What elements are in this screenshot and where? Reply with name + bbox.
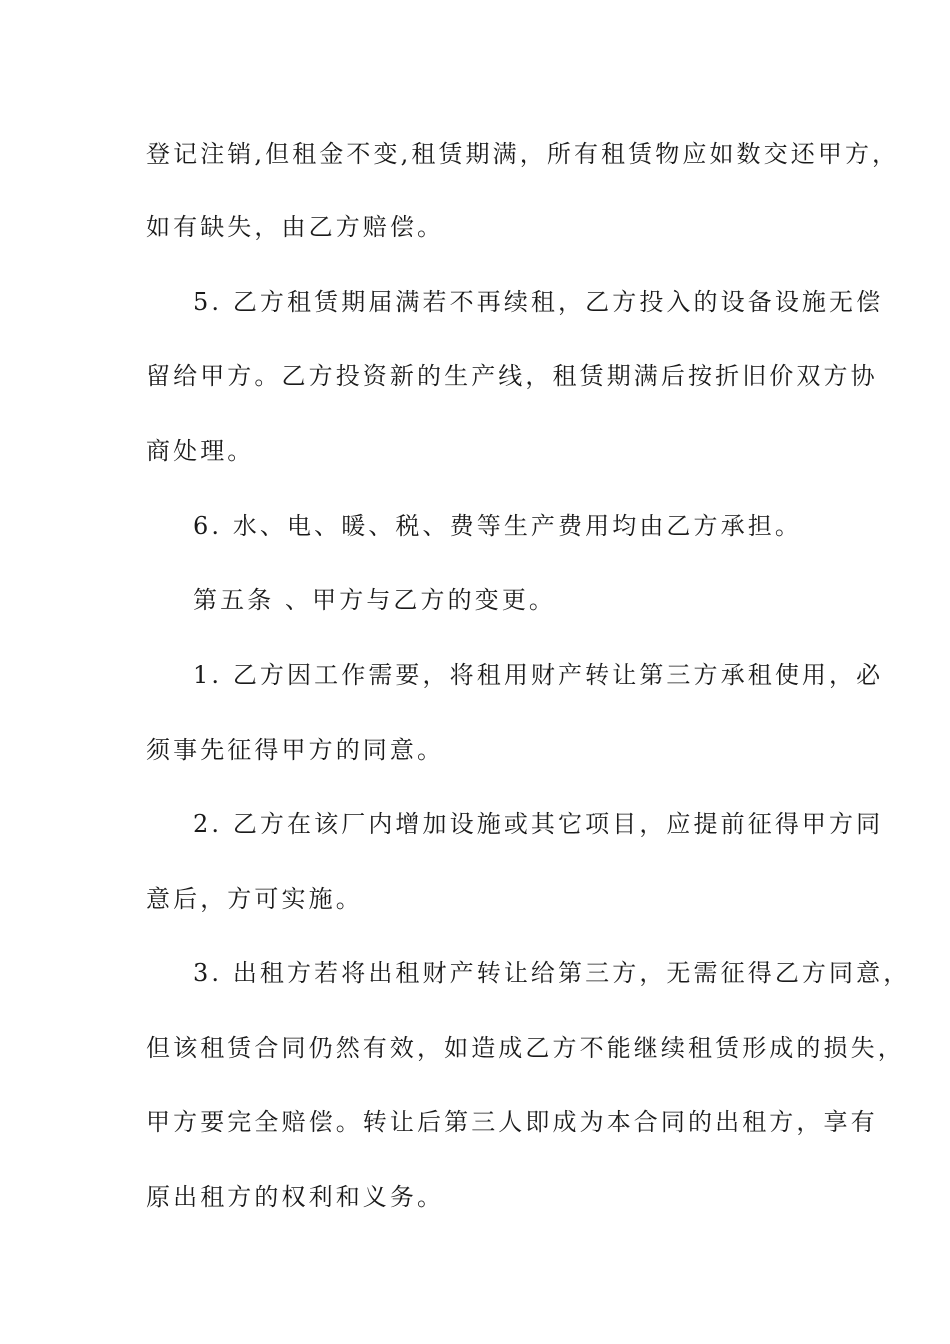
- text-line: 甲方要完全赔偿。转让后第三人即成为本合同的出租方，享有: [146, 1108, 878, 1136]
- paragraph-5-start: 5. 乙方租赁期届满若不再续租，乙方投入的设备设施无偿: [193, 288, 884, 316]
- paragraph-3-start: 3. 出租方若将出租财产转让给第三方，无需征得乙方同意，: [193, 959, 911, 987]
- text-line: 但该租赁合同仍然有效，如造成乙方不能继续租赁形成的损失，: [146, 1034, 905, 1062]
- text-line: 须事先征得甲方的同意。: [146, 736, 445, 764]
- text-line: 意后，方可实施。: [146, 885, 363, 913]
- text-line: 如有缺失，由乙方赔偿。: [146, 213, 445, 241]
- text-line: 留给甲方。乙方投资新的生产线，租赁期满后按折旧价双方协: [146, 362, 878, 390]
- paragraph-1-start: 1. 乙方因工作需要，将租用财产转让第三方承租使用，必: [193, 661, 884, 689]
- text-line: 商处理。: [146, 437, 255, 465]
- paragraph-6: 6. 水、电、暖、税、费等生产费用均由乙方承担。: [193, 512, 802, 540]
- paragraph-2-start: 2. 乙方在该厂内增加设施或其它项目，应提前征得甲方同: [193, 810, 884, 838]
- text-line: 原出租方的权利和义务。: [146, 1183, 445, 1211]
- section-heading: 第五条 、甲方与乙方的变更。: [193, 586, 557, 614]
- text-line: 登记注销,但租金不变,租赁期满，所有租赁物应如数交还甲方，: [146, 140, 900, 168]
